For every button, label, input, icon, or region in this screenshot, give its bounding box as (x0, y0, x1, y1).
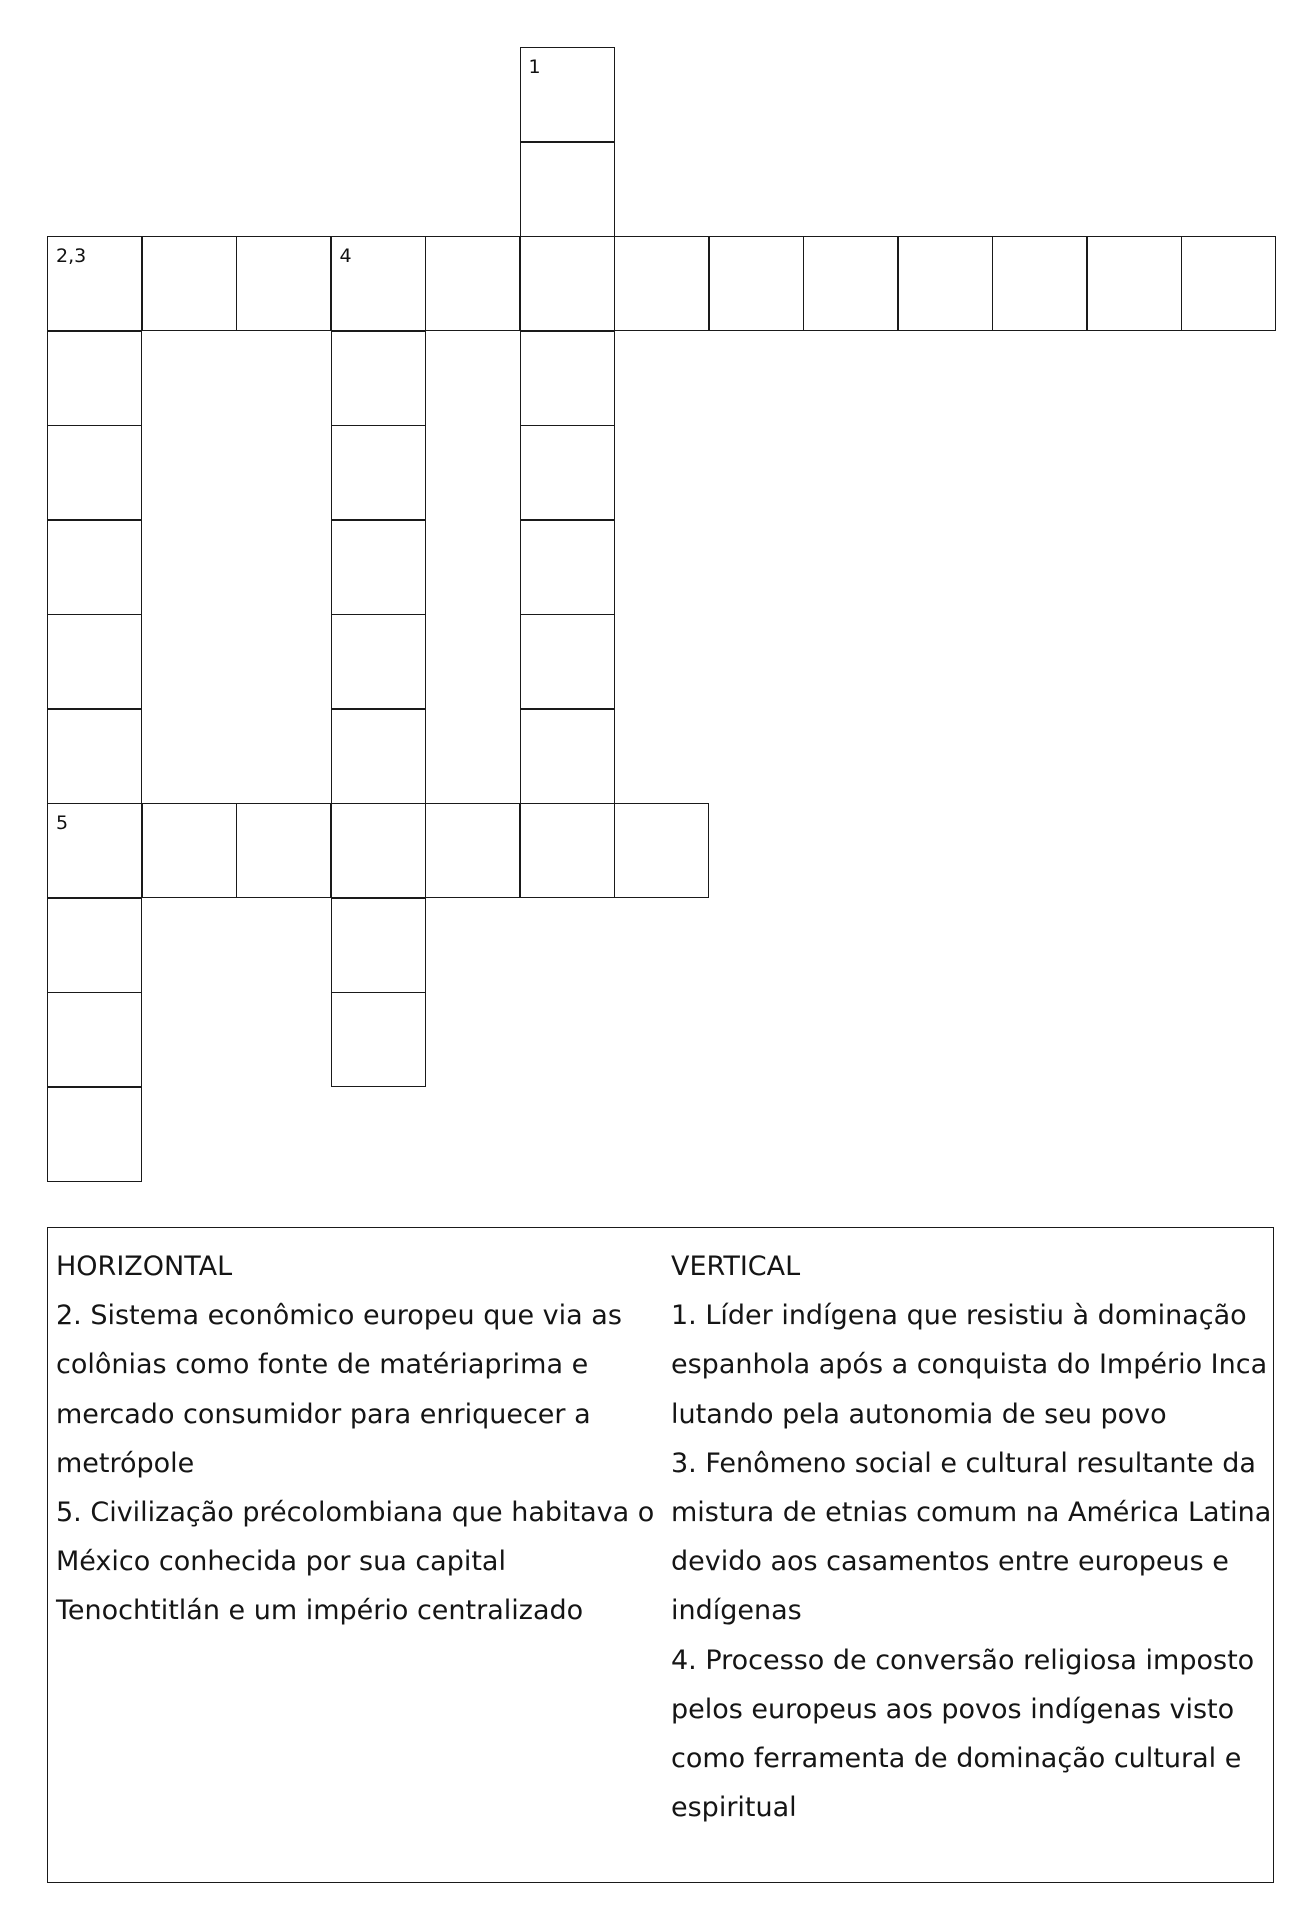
clue-line: lutando pela autonomia de seu povo (671, 1398, 1167, 1430)
crossword-cell[interactable] (47, 236, 142, 331)
crossword-cell[interactable] (47, 331, 142, 426)
crossword-cell[interactable] (236, 236, 331, 331)
crossword-cell[interactable] (992, 236, 1087, 331)
clue-line: 2. Sistema econômico europeu que via as (56, 1300, 622, 1332)
clue-line: 3. Fenômeno social e cultural resultante da (671, 1447, 1256, 1479)
horizontal-clues (56, 1242, 656, 1636)
clue-line: mercado consumidor para enriquecer a (56, 1398, 591, 1430)
clue-line: espiritual (671, 1792, 797, 1824)
crossword-cell[interactable] (142, 236, 237, 331)
crossword-cell[interactable] (614, 803, 709, 898)
crossword-cell[interactable] (331, 425, 426, 520)
crossword-cell[interactable] (614, 236, 709, 331)
crossword-cell[interactable] (331, 709, 426, 804)
clue-line: pelos europeus aos povos indígenas visto (671, 1693, 1235, 1725)
vertical-clues (671, 1242, 1272, 1832)
clue-number: 5 (56, 812, 69, 834)
crossword-cell[interactable] (520, 425, 615, 520)
clue-line: Tenochtitlán e um império centralizado (56, 1595, 584, 1627)
crossword-cell[interactable] (236, 803, 331, 898)
clue-line: 1. Líder indígena que resistiu à dominação (671, 1300, 1247, 1332)
clue-number: 4 (339, 245, 352, 267)
crossword-cell[interactable] (425, 236, 520, 331)
clues-box (47, 1227, 1274, 1883)
clue-line: devido aos casamentos entre europeus e (671, 1546, 1229, 1578)
crossword-cell[interactable] (520, 47, 615, 142)
crossword-cell[interactable] (331, 236, 426, 331)
clue-line: como ferramenta de dominação cultural e (671, 1743, 1242, 1775)
clue-line: espanhola após a conquista do Império Inca (671, 1349, 1268, 1381)
crossword-cell[interactable] (331, 614, 426, 709)
clue-line: colônias como fonte de matériaprima e (56, 1349, 589, 1381)
crossword-cell[interactable] (1181, 236, 1276, 331)
crossword-cell[interactable] (47, 425, 142, 520)
clue-line: 4. Processo de conversão religiosa imposto (671, 1644, 1255, 1676)
crossword-cell[interactable] (331, 803, 426, 898)
crossword-cell[interactable] (47, 709, 142, 804)
crossword-cell[interactable] (331, 331, 426, 426)
clue-line: 5. Civilização précolombiana que habitava o (56, 1497, 655, 1529)
clue-line: mistura de etnias comum na América Latina (671, 1497, 1272, 1529)
crossword-cell[interactable] (425, 803, 520, 898)
clue-line: indígenas (671, 1595, 802, 1627)
crossword-cell[interactable] (898, 236, 993, 331)
crossword-cell[interactable] (520, 142, 615, 237)
crossword-cell[interactable] (331, 898, 426, 993)
crossword-cell[interactable] (331, 520, 426, 615)
crossword-cell[interactable] (1087, 236, 1182, 331)
crossword-cell[interactable] (520, 803, 615, 898)
crossword-cell[interactable] (520, 709, 615, 804)
crossword-cell[interactable] (47, 520, 142, 615)
clue-number: 1 (528, 56, 541, 78)
crossword-cell[interactable] (520, 331, 615, 426)
crossword-cell[interactable] (331, 992, 426, 1087)
crossword-cell[interactable] (47, 992, 142, 1087)
crossword-cell[interactable] (47, 803, 142, 898)
horizontal-heading: HORIZONTAL (56, 1251, 233, 1282)
crossword-cell[interactable] (47, 614, 142, 709)
crossword-cell[interactable] (520, 236, 615, 331)
crossword-cell[interactable] (803, 236, 898, 331)
crossword-cell[interactable] (142, 803, 237, 898)
crossword-cell[interactable] (47, 898, 142, 993)
clue-line: metrópole (56, 1447, 195, 1479)
crossword-cell[interactable] (520, 614, 615, 709)
vertical-heading: VERTICAL (671, 1251, 801, 1282)
crossword-cell[interactable] (47, 1087, 142, 1182)
crossword-cell[interactable] (520, 520, 615, 615)
crossword-cell[interactable] (709, 236, 804, 331)
clue-line: México conhecida por sua capital (56, 1546, 506, 1578)
clue-number: 2,3 (56, 245, 87, 267)
